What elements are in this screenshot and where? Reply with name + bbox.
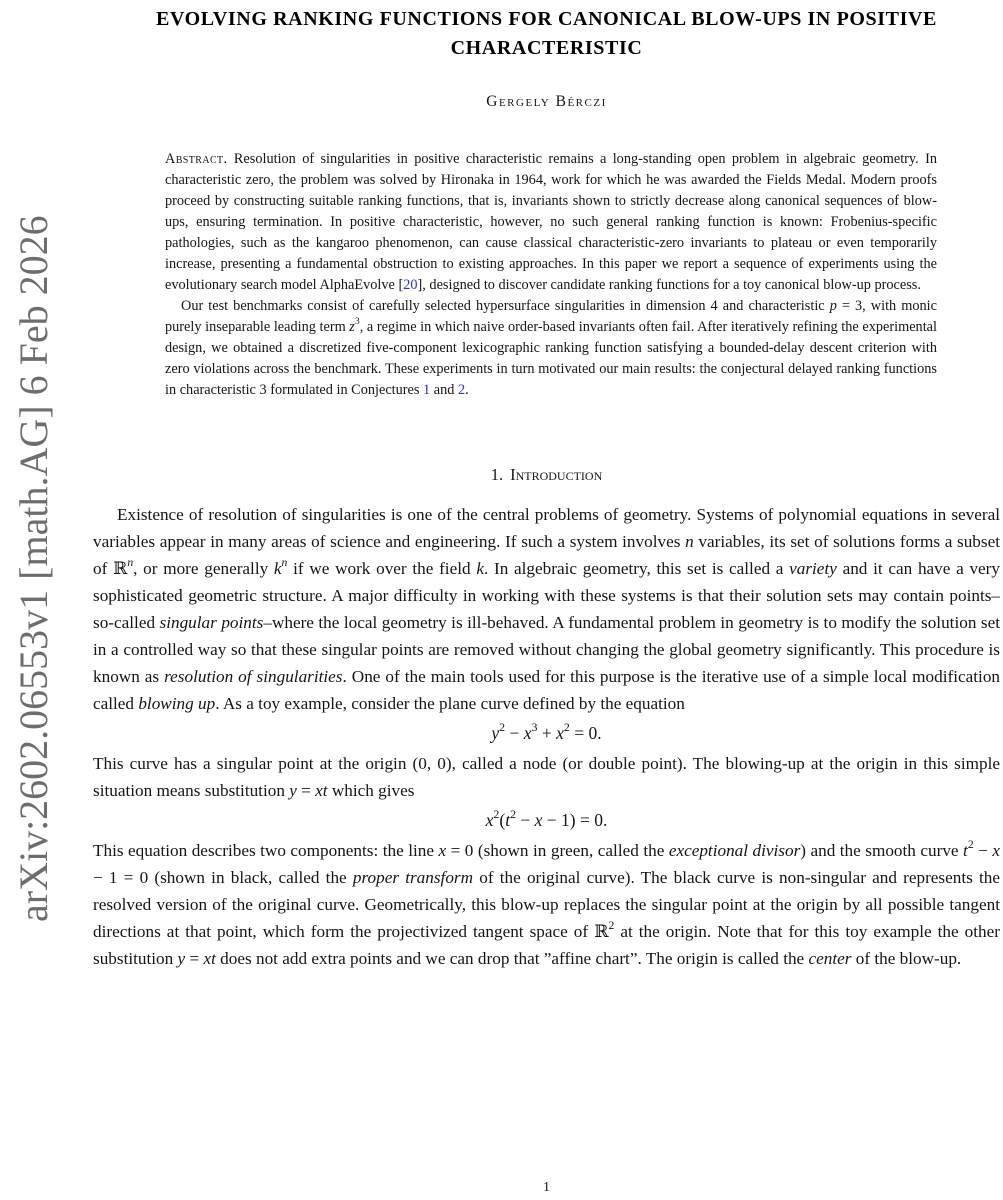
text-run: = 0. bbox=[569, 723, 602, 743]
text-run: , or more generally bbox=[133, 559, 274, 578]
text-run: − bbox=[973, 841, 993, 860]
text-run: ], designed to discover candidate ranking functions for a toy canonical blow-up process. bbox=[417, 277, 921, 293]
author-name: Gergely Bérczi bbox=[486, 93, 607, 110]
text-run: + bbox=[537, 723, 557, 743]
text-run: . As a toy example, consider the plane curve defined by the equation bbox=[215, 694, 685, 713]
text-run: which gives bbox=[327, 781, 415, 800]
citation-link[interactable]: 1 bbox=[423, 382, 431, 398]
superscript: 3 bbox=[354, 316, 360, 328]
text-run: at the origin. Note that for this toy example the other substitution bbox=[93, 922, 1000, 968]
superscript: n bbox=[127, 556, 134, 570]
paragraph bbox=[93, 837, 1000, 972]
abstract-text bbox=[165, 151, 937, 293]
emphasis-text: center bbox=[808, 949, 852, 968]
emphasis-text: x bbox=[534, 810, 543, 830]
text-run: if we work over the field bbox=[287, 559, 477, 578]
superscript: 2 bbox=[608, 919, 615, 933]
text-run: . bbox=[465, 382, 469, 398]
emphasis-text: x bbox=[992, 841, 1000, 860]
superscript: 2 bbox=[493, 807, 500, 822]
emphasis-text: y bbox=[289, 781, 297, 800]
text-run: Resolution of singularities in positive characteristic remains a long-standing open problem in algebraic geometry. In characteristic zero, the problem was solved by Hironaka in 1964, work for which he was awarded the Fields Medal. Modern proofs proceed by constructing suitable ranking functions, that is, invariants shown to strictly decrease along canonical sequences of blow-ups, ensuring termination. In positive characteristic, however, no such general ranking function is known: Frobenius-specific pathologies, such as the kangaroo phenomenon, can cause classical characteristic-zero invariants to plateau or even temporarily increase, presenting a fundamental obstruction to existing approaches. In this paper we report a sequence of experiments using the evolutionary search model AlphaEvolve [ bbox=[165, 151, 937, 293]
emphasis-text: z bbox=[349, 319, 355, 335]
emphasis-text: x bbox=[485, 810, 494, 830]
text-run: = bbox=[296, 781, 316, 800]
text-run: of the blow-up. bbox=[851, 949, 962, 968]
text-run: − 1 = 0 (shown in black, called the bbox=[93, 868, 353, 887]
emphasis-text: x bbox=[523, 723, 532, 743]
text-run: = bbox=[185, 949, 204, 968]
emphasis-text: k bbox=[273, 559, 282, 578]
text-run: = 3, with monic purely inseparable leading term bbox=[165, 298, 937, 335]
text-run: This curve has a singular point at the origin (0, 0), called a node (or double point). The blowing-up at the origin in this simple situation means substitution bbox=[93, 754, 1000, 800]
emphasis-text: proper transform bbox=[352, 868, 474, 887]
emphasis-text: t bbox=[963, 841, 968, 860]
text-run: This equation describes two components: the line bbox=[93, 841, 439, 860]
text-run: − 1) = 0. bbox=[542, 810, 608, 830]
superscript: 2 bbox=[563, 720, 570, 735]
superscript: n bbox=[281, 556, 288, 570]
text-run: and it can have a very sophisticated geometric structure. A major difficulty in working with these systems is that their solution sets may contain points–so-called bbox=[93, 559, 1000, 632]
abstract-paragraph bbox=[165, 149, 937, 296]
emphasis-text: singular points bbox=[159, 613, 264, 632]
text-run: , a regime in which naive order-based invariants often fail. After iteratively refining the experimental design, we obtained a discretized five-component lexicographic ranking function satisfying a bounded-delay descent criterion with zero violations across the benchmark. These experiments in turn motivated our main results: the conjectural delayed ranking functions in characteristic 3 formulated in Conjectures bbox=[165, 319, 937, 398]
arxiv-watermark: arXiv:2602.06553v1 [math.AG] 6 Feb 2026 bbox=[11, 215, 56, 922]
emphasis-text: resolution of singularities bbox=[164, 667, 343, 686]
emphasis-text: p bbox=[829, 298, 837, 314]
section-heading bbox=[93, 465, 1000, 485]
display-equation-1 bbox=[93, 720, 1000, 747]
text-run: . In algebraic geometry, this set is called a bbox=[483, 559, 790, 578]
abstract-paragraph bbox=[165, 296, 937, 401]
text-run: = 0 (shown in green, called the bbox=[446, 841, 669, 860]
emphasis-text: y bbox=[491, 723, 500, 743]
emphasis-text: k bbox=[476, 559, 484, 578]
paragraph bbox=[93, 750, 1000, 804]
text-run: of the original curve). The black curve is non-singular and represents the resolved version of the original curve. Geometrically, this blow-up replaces the singular point at the origin by all possible tangent directions at that point, which form the projectivized tangent space of ℝ bbox=[93, 868, 1001, 941]
emphasis-text: x bbox=[556, 723, 564, 743]
emphasis-text: t bbox=[505, 810, 511, 830]
superscript: 2 bbox=[499, 720, 506, 735]
superscript: 2 bbox=[967, 838, 974, 852]
text-run: . One of the main tools used for this purpose is the iterative use of a simple local modification called bbox=[93, 667, 1001, 713]
emphasis-text: xt bbox=[315, 781, 328, 800]
abstract-block bbox=[165, 149, 937, 401]
paper-title: EVOLVING RANKING FUNCTIONS FOR CANONICAL BLOW-UPS IN POSITIVE CHARACTERISTIC bbox=[156, 8, 937, 59]
section-number: 1. bbox=[490, 465, 504, 484]
text-run: − bbox=[505, 723, 524, 743]
text-run: and bbox=[430, 382, 458, 398]
page-number: 1 bbox=[543, 1180, 550, 1195]
citation-link[interactable]: 2 bbox=[458, 382, 466, 398]
abstract-label: Abstract. bbox=[165, 151, 228, 167]
text-run: variables, its set of solutions forms a subset of ℝ bbox=[93, 532, 1000, 578]
display-equation-2 bbox=[93, 807, 1000, 834]
emphasis-text: blowing up bbox=[138, 694, 216, 713]
text-run: does not add extra points and we can drop that ”affine chart”. The origin is called the bbox=[215, 949, 809, 968]
text-run: –where the local geometry is ill-behaved. A fundamental problem in geometry is to modify the solution set in a controlled way so that these singular points are removed without changing the global geometry significantly. This procedure is known as bbox=[93, 613, 1000, 686]
text-run: Existence of resolution of singularities is one of the central problems of geometry. Systems of polynomial equations in several variables appear in many areas of science and engineering. If such a system involves bbox=[93, 505, 1000, 551]
emphasis-text: y bbox=[177, 949, 186, 968]
emphasis-text: x bbox=[438, 841, 447, 860]
body-text bbox=[93, 501, 1000, 972]
citation-link[interactable]: 20 bbox=[403, 277, 418, 293]
superscript: 3 bbox=[531, 720, 538, 735]
superscript: 2 bbox=[510, 807, 517, 822]
text-run: ) and the smooth curve bbox=[800, 841, 964, 860]
text-run: ( bbox=[499, 810, 506, 830]
text-run: Our test benchmarks consist of carefully selected hypersurface singularities in dimension 4 and characteristic bbox=[181, 298, 830, 314]
paragraph bbox=[93, 501, 1000, 717]
emphasis-text: n bbox=[685, 532, 694, 551]
section-title: Introduction bbox=[510, 465, 603, 484]
emphasis-text: xt bbox=[203, 949, 216, 968]
text-run: − bbox=[516, 810, 535, 830]
emphasis-text: variety bbox=[789, 559, 837, 578]
emphasis-text: exceptional divisor bbox=[668, 841, 801, 860]
text-column bbox=[93, 0, 1000, 972]
